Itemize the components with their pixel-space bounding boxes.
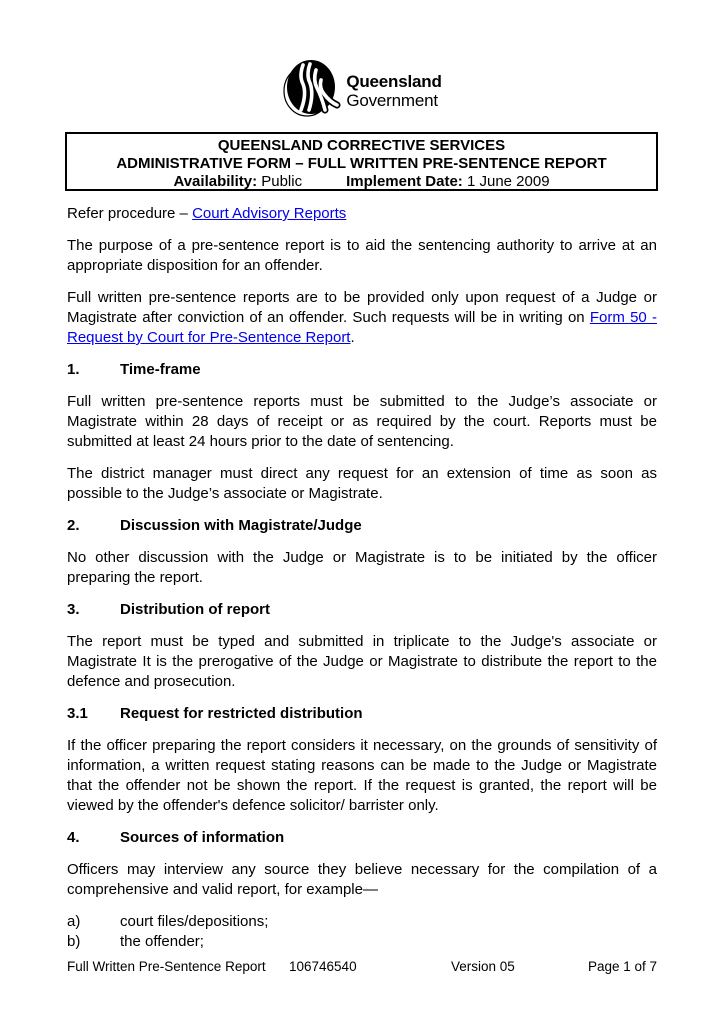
section-paragraph: The district manager must direct any request for an extension of time as soon as possible to the Judge’s associate or Magistrate. [67,465,657,502]
section-paragraph: Officers may interview any source they believe necessary for the compilation of a comprehensive and valid report, for example— [67,861,657,898]
section-paragraph: Full written pre-sentence reports must be submitted to the Judge’s associate or Magistrate within 28 days of receipt or as required by the court. Reports must be submitted at least 24 hours prior to the date of sentencing. [67,393,657,450]
page-footer [67,957,657,975]
section-heading-restricted-distribution: 3.1 Request for restricted distribution [67,705,363,722]
form-header-title: QUEENSLAND CORRECTIVE SERVICES [217,137,506,154]
section-heading-sources: 4. Sources of information [67,829,285,846]
footer-doc-title: Full Written Pre-Sentence Report [67,959,266,974]
section-paragraph: If the officer preparing the report considers it necessary, on the grounds of sensitivity of information, a written request stating reasons can be made to the Judge or Magistrate that the offender not be shown the report. If the request is granted, the report will be viewed by the offender's defence solicitor/ barrister only. [67,737,657,814]
form-header-meta [67,173,656,191]
footer-doc-number: 106746540 [289,959,357,974]
queensland-government-logo [0,58,725,124]
court-advisory-reports-link[interactable]: Court Advisory Reports [192,205,347,222]
document-body [67,204,657,952]
implement-date-field: Implement Date: 1 June 2009 [346,173,550,190]
logo-text-queensland: Queensland [346,72,442,91]
purpose-paragraph: The purpose of a pre-sentence report is to aid the sentencing authority to arrive at an appropriate disposition for an offender. [67,237,657,274]
section-heading-timeframe: 1. Time-frame [67,361,201,378]
form-header-box [65,132,658,191]
form-header-subtitle: ADMINISTRATIVE FORM – FULL WRITTEN PRE-SENTENCE REPORT [116,155,607,172]
section-heading-discussion: 2. Discussion with Magistrate/Judge [67,517,362,534]
footer-version: Version 05 [451,959,515,974]
list-item: b) the offender; [67,933,204,950]
section-heading-distribution: 3. Distribution of report [67,601,270,618]
section-paragraph: The report must be typed and submitted in triplicate to the Judge's associate or Magistrate It is the prerogative of the Judge or Magistrate to distribute the report to the defence and prosecution. [67,633,657,690]
logo-text-government: Government [346,91,438,110]
refer-procedure-line: Refer procedure – Court Advisory Reports [67,205,347,222]
section-paragraph: No other discussion with the Judge or Magistrate is to be initiated by the officer preparing the report. [67,549,657,586]
availability-field: Availability: Public [173,173,303,190]
list-item: a) court files/depositions; [67,913,269,930]
form-50-link[interactable]: Form 50 - Request by Court for Pre-Sentence Report [67,309,657,346]
queensland-government-logo-icon [283,58,341,124]
footer-page-number: Page 1 of 7 [587,959,657,974]
provided-paragraph: Full written pre-sentence reports are to be provided only upon request of a Judge or Magistrate after conviction of an offender. Such requests will be in writing on Form 50 - Request by Court for Pre-Sentence Report. [67,289,657,346]
